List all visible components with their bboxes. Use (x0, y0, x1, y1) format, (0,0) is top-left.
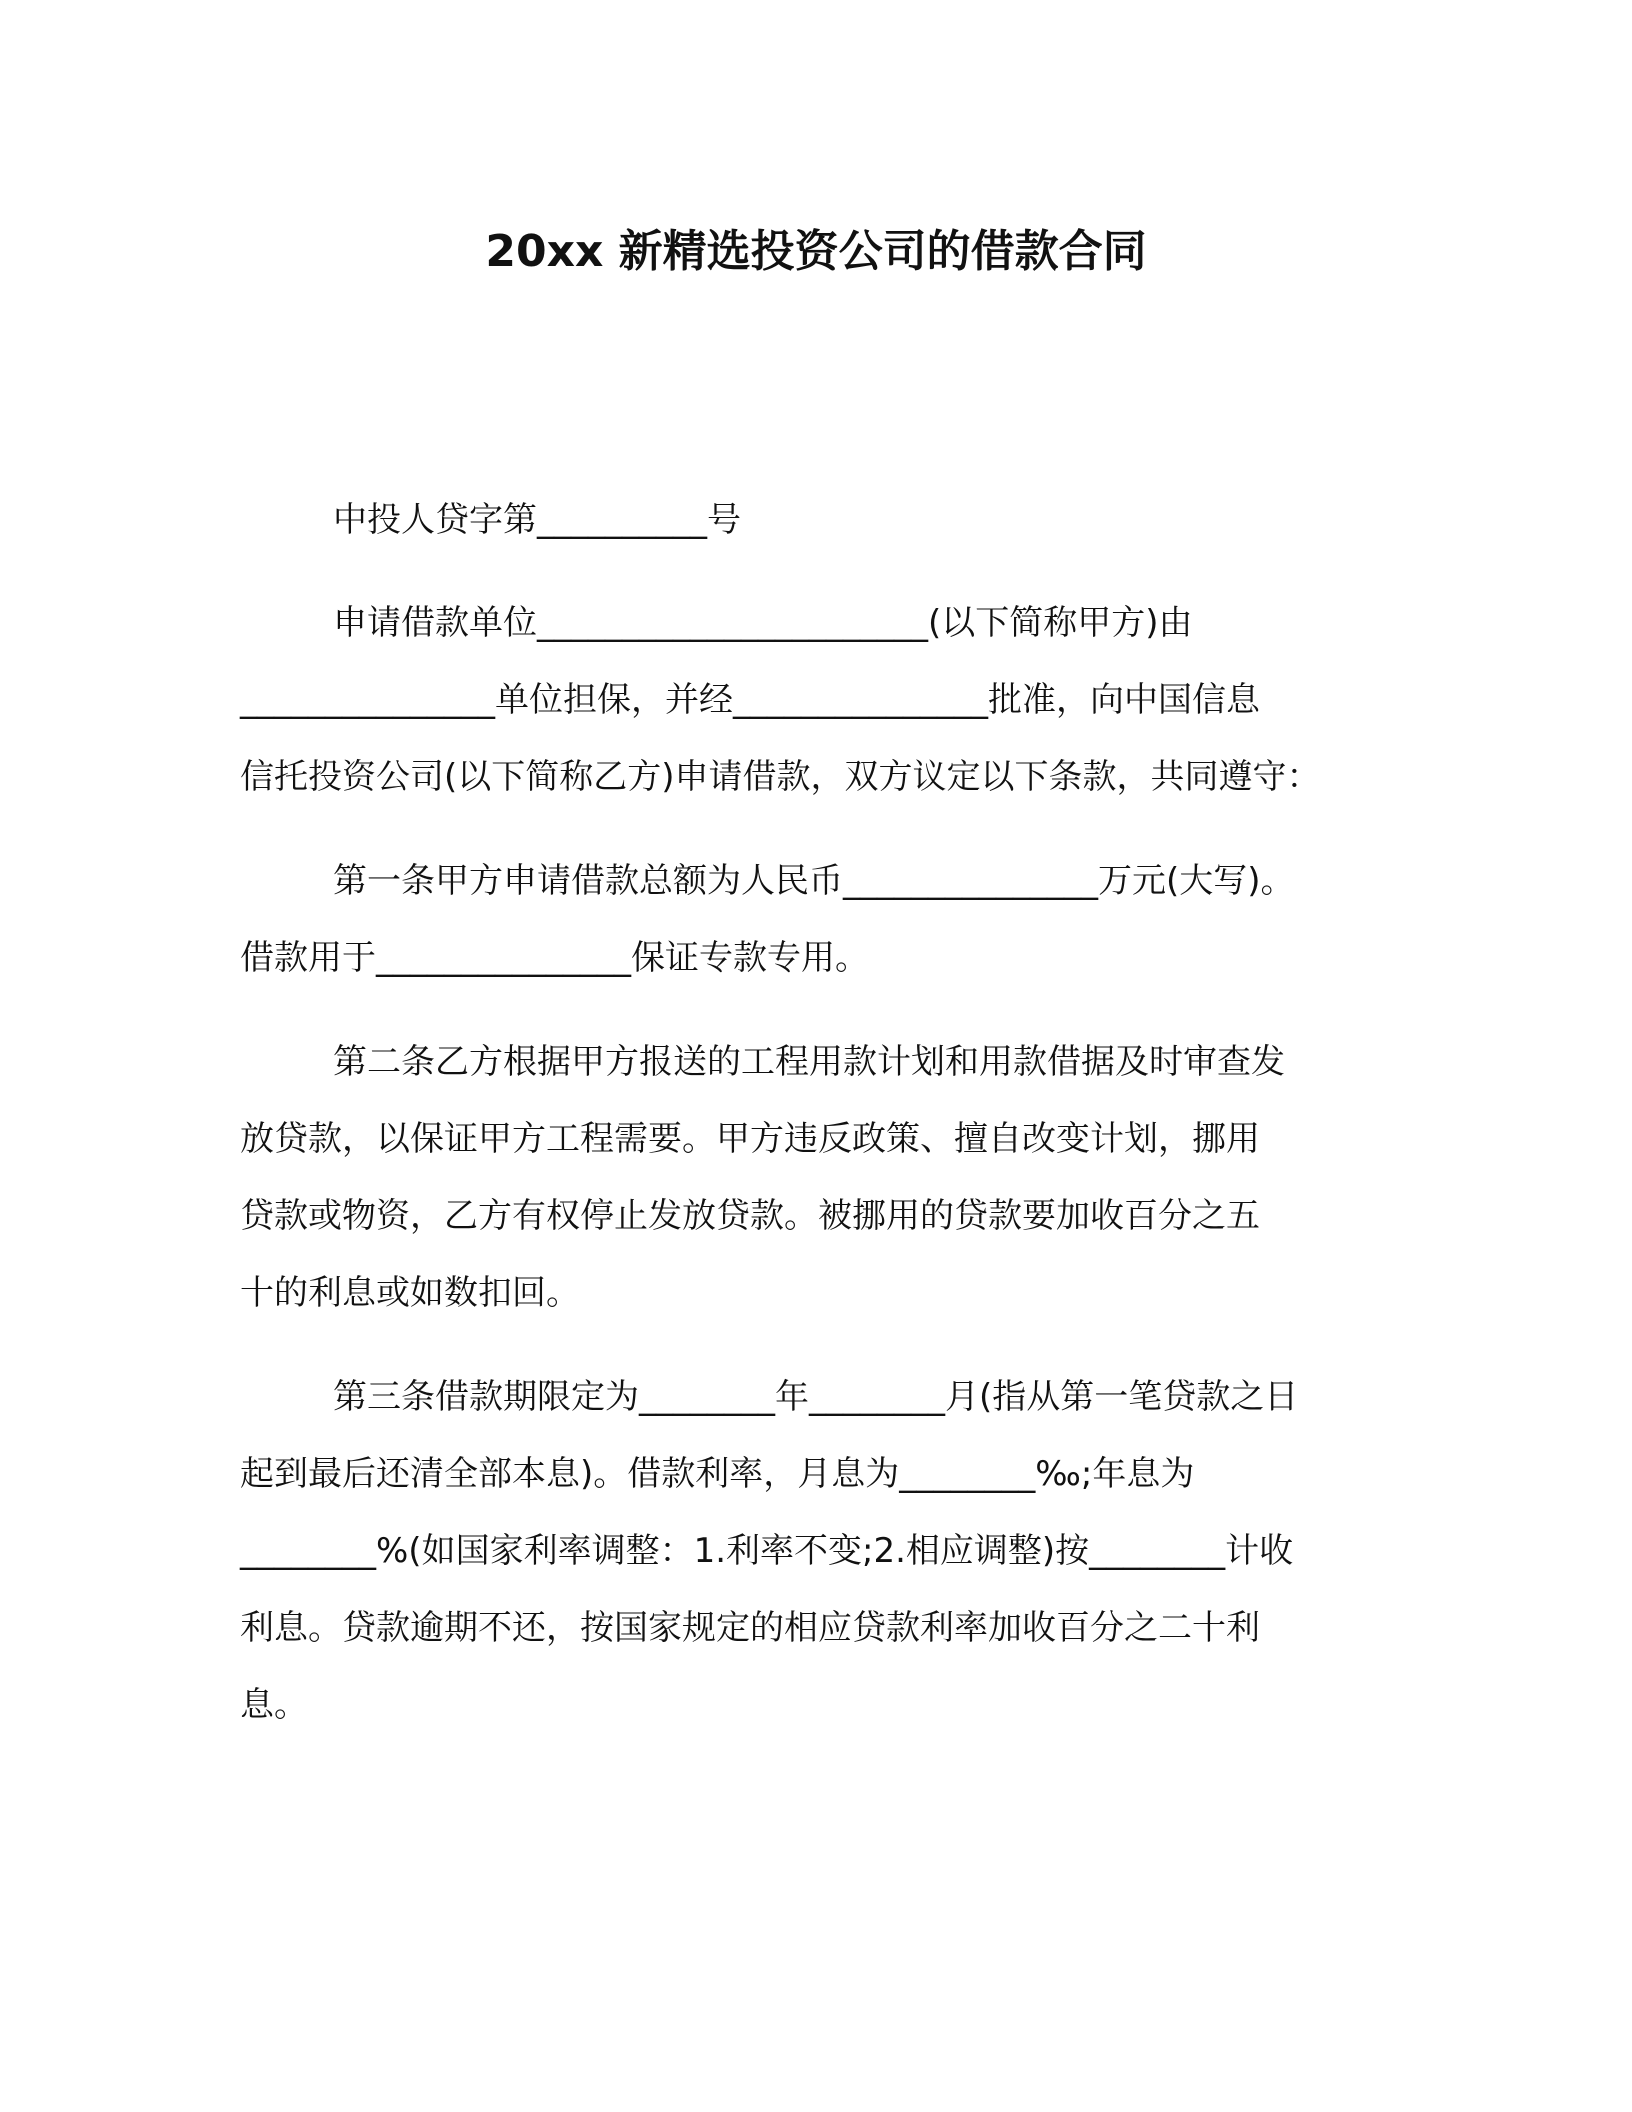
article-3-line-4: 利息。贷款逾期不还，按国家规定的相应贷款利率加收百分之二十利 (240, 1608, 1260, 1648)
article-2-line-3: 贷款或物资，乙方有权停止发放贷款。被挪用的贷款要加收百分之五 (240, 1196, 1260, 1236)
article-3-line-5: 息。 (240, 1685, 308, 1725)
contract-number-line: 中投人贷字第__________号 (333, 500, 741, 540)
paragraph-intro-line-1: 申请借款单位_______________________(以下简称甲方)由 (333, 603, 1193, 643)
article-3-line-3: ________%(如国家利率调整：1.利率不变;2.相应调整)按________计收 (240, 1531, 1294, 1571)
article-2-line-1: 第二条乙方根据甲方报送的工程用款计划和用款借据及时审查发 (333, 1042, 1285, 1082)
article-3-line-2: 起到最后还清全部本息)。借款利率，月息为________‰;年息为 (240, 1454, 1195, 1494)
paragraph-intro-line-3: 信托投资公司(以下简称乙方)申请借款，双方议定以下条款，共同遵守： (240, 757, 1321, 797)
article-1-line-1: 第一条甲方申请借款总额为人民币_______________万元(大写)。 (333, 861, 1295, 901)
article-2-line-4: 十的利息或如数扣回。 (240, 1273, 580, 1313)
article-1-line-2: 借款用于_______________保证专款专用。 (240, 938, 869, 978)
article-3-line-1: 第三条借款期限定为________年________月(指从第一笔贷款之日 (333, 1377, 1299, 1417)
article-2-line-2: 放贷款，以保证甲方工程需要。甲方违反政策、擅自改变计划，挪用 (240, 1119, 1260, 1159)
document-title: 20xx 新精选投资公司的借款合同 (485, 226, 1147, 277)
paragraph-intro-line-2: _______________单位担保，并经_______________批准，向中国信息 (240, 680, 1260, 720)
